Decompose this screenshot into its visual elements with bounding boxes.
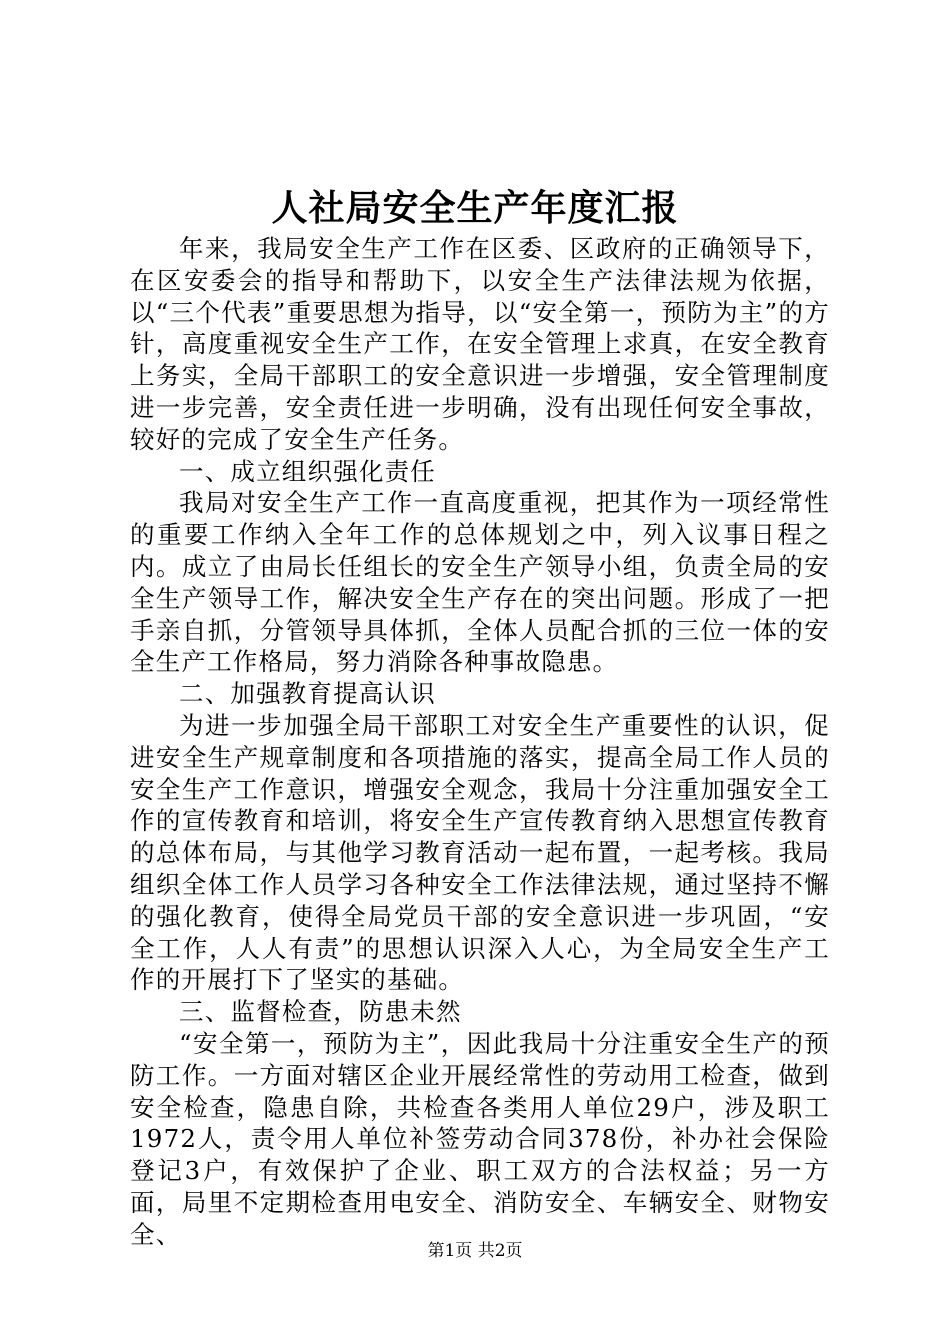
section-heading-3: 三、监督检查，防患未然: [179, 997, 462, 1027]
section-heading-1: 一、成立组织强化责任: [179, 456, 436, 486]
document-title: 人社局安全生产年度汇报: [271, 187, 679, 229]
section-paragraph-3: “安全第一，预防为主”，因此我局十分注重安全生产的预防工作。一方面对辖区企业开展经常性的劳动用工检查，做到安全检查，隐患自除，共检查各类用人单位29户，涉及职工1972人，责令用人单位补签劳动合同378份，补办社会保险登记3户，有效保护了企业、职工双方的合法权益；另一方面，局里不定期检查用电安全、消防安全、车辆安全、财物安全、: [130, 1028, 830, 1249]
intro-paragraph: 年来，我局安全生产工作在区委、区政府的正确领导下，在区安委会的指导和帮助下，以安全生产法律法规为依据，以“三个代表”重要思想为指导，以“安全第一，预防为主”的方针，高度重视安全生产工作，在安全管理上求真，在安全教育上务实，全局干部职工的安全意识进一步增强，安全管理制度进一步完善，安全责任进一步明确，没有出现任何安全事故，较好的完成了安全生产任务。: [130, 234, 830, 454]
document-body: [130, 233, 830, 1251]
section-paragraph-2: 为进一步加强全局干部职工对安全生产重要性的认识，促进安全生产规章制度和各项措施的落实，提高全局工作人员的安全生产工作意识，增强安全观念，我局十分注重加强安全工作的宣传教育和培训，将安全生产宣传教育纳入思想宣传教育的总体布局，与其他学习教育活动一起布置，一起考核。我局组织全体工作人员学习各种安全工作法律法规，通过坚持不懈的强化教育，使得全局党员干部的安全意识进一步巩固，“安全工作，人人有责”的思想认识深入人心，为全局安全生产工作的开展打下了坚实的基础。: [130, 710, 830, 995]
section-heading-2: 二、加强教育提高认识: [179, 679, 436, 709]
page-footer: 第1页 共2页: [427, 1241, 523, 1261]
section-paragraph-1: 我局对安全生产工作一直高度重视，把其作为一项经常性的重要工作纳入全年工作的总体规划之中，列入议事日程之内。成立了由局长任组长的安全生产领导小组，负责全局的安全生产领导工作，解决安全生产存在的突出问题。形成了一把手亲自抓，分管领导具体抓，全体人员配合抓的三位一体的安全生产工作格局，努力消除各种事故隐患。: [130, 488, 830, 677]
